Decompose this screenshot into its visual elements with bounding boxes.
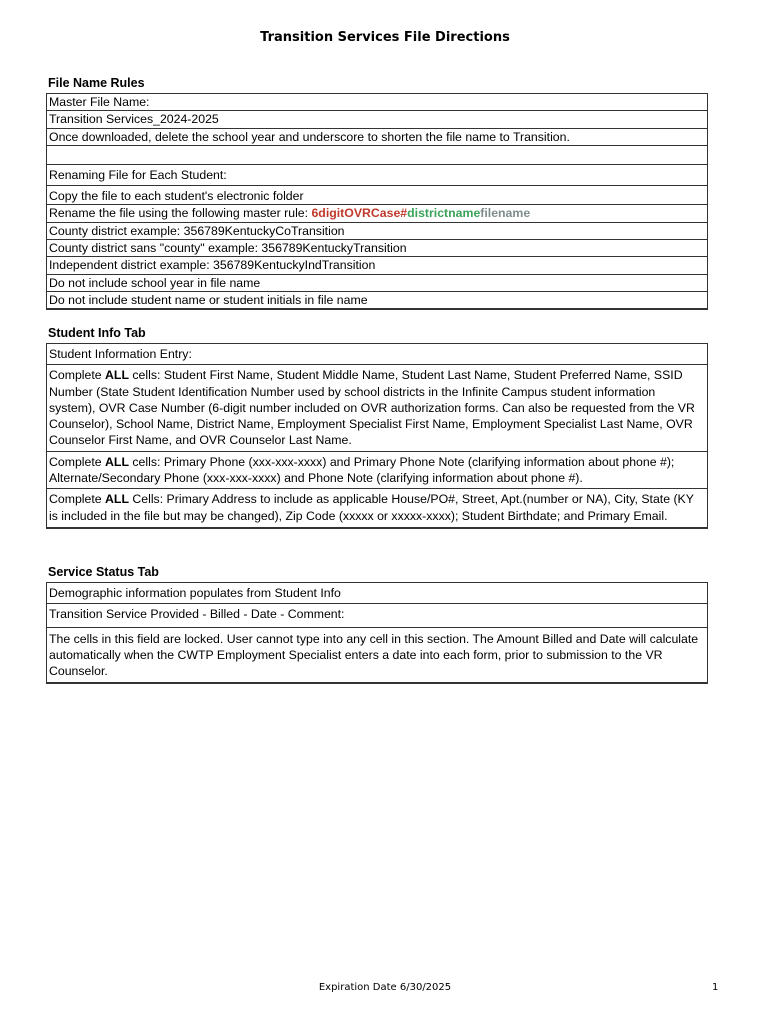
student-info-section (46, 326, 708, 529)
complete-text: Complete (49, 368, 106, 383)
table-row: Demographic information populates from Student Info (47, 583, 708, 604)
file-name-rules-heading: File Name Rules (48, 76, 145, 90)
table-row: Do not include school year in file name (47, 274, 708, 291)
cells-label: cells: (128, 368, 164, 383)
table-row (47, 365, 708, 451)
complete-text: Complete (49, 454, 106, 469)
required-cells-list: Student First Name, Student Middle Name, Student Last Name, Student Preferred Name, SSID Number (State Student Identification Number used by school districts in the Infinite Campus student information system), OVR Case Number (6-digit number included on OVR authorization forms. Can also be requested from the VR Counselor), School Name, District Name, Employment Specialist First Name, Employment Specialist Last Name, OVR Counselor First Name, and OVR Counselor Last Name. (49, 368, 695, 448)
all-emphasis: ALL (105, 454, 129, 469)
table-row: County district sans "county" example: 356789KentuckyTransition (47, 240, 708, 257)
table-row: Renaming File for Each Student: (47, 164, 708, 185)
cells-label: Cells: (128, 492, 167, 507)
page-number: 1 (712, 982, 719, 993)
table-row: Transition Service Provided - Billed - Date - Comment: (47, 604, 708, 627)
table-row-master-rule (47, 205, 708, 222)
service-status-table (46, 582, 708, 684)
table-row: Once downloaded, delete the school year and underscore to shorten the file name to Transition. (47, 128, 708, 145)
footer-expiration-date: Expiration Date 6/30/2025 (318, 982, 452, 993)
table-row: Transition Services_2024-2025 (47, 111, 708, 128)
table-row: County district example: 356789KentuckyCoTransition (47, 222, 708, 239)
table-row: Copy the file to each student's electronic folder (47, 186, 708, 205)
service-status-heading: Service Status Tab (48, 565, 159, 579)
master-rule-prefix: Rename the file using the following master rule: (49, 206, 312, 221)
table-row (47, 489, 708, 528)
cells-label: cells: (128, 454, 164, 469)
table-row: Independent district example: 356789KentuckyIndTransition (47, 257, 708, 274)
table-row: Do not include student name or student initials in file name (47, 291, 708, 309)
phone-cells-list: Primary Phone (xxx-xxx-xxxx) and Primary Phone Note (clarifying information about phone #); Alternate/Secondary Phone (xxx-xxx-xxxx) and Phone Note (clarifying information about phone #). (49, 454, 675, 486)
service-status-section (46, 565, 708, 684)
file-name-rules-table (46, 93, 708, 310)
table-row: Master File Name: (47, 94, 708, 111)
page-title: Transition Services File Directions (260, 30, 510, 45)
rule-file-name: filename (480, 206, 531, 221)
student-info-table (46, 343, 708, 529)
address-cells-list: Primary Address to include as applicable House/PO#, Street, Apt.(number or NA), City, State (KY is included in the file but may be changed), Zip Code (xxxxx or xxxxx-xxxx); Student Birthdate; and Primary Email. (49, 492, 694, 523)
all-emphasis: ALL (105, 368, 129, 383)
student-info-heading: Student Info Tab (48, 326, 146, 340)
file-name-rules-section (46, 76, 708, 310)
table-row (47, 451, 708, 489)
table-row: The cells in this field are locked. User cannot type into any cell in this section. The Amount Billed and Date will calculate automatically when the CWTP Employment Specialist enters a date into each form, prior to submission to the VR Counselor. (47, 627, 708, 683)
table-row: Student Information Entry: (47, 344, 708, 365)
all-emphasis: ALL (105, 492, 129, 507)
complete-text: Complete (49, 492, 106, 507)
rule-case-number: 6digitOVRCase# (311, 206, 408, 221)
table-row-empty (47, 145, 708, 164)
rule-district-name: districtname (407, 206, 481, 221)
